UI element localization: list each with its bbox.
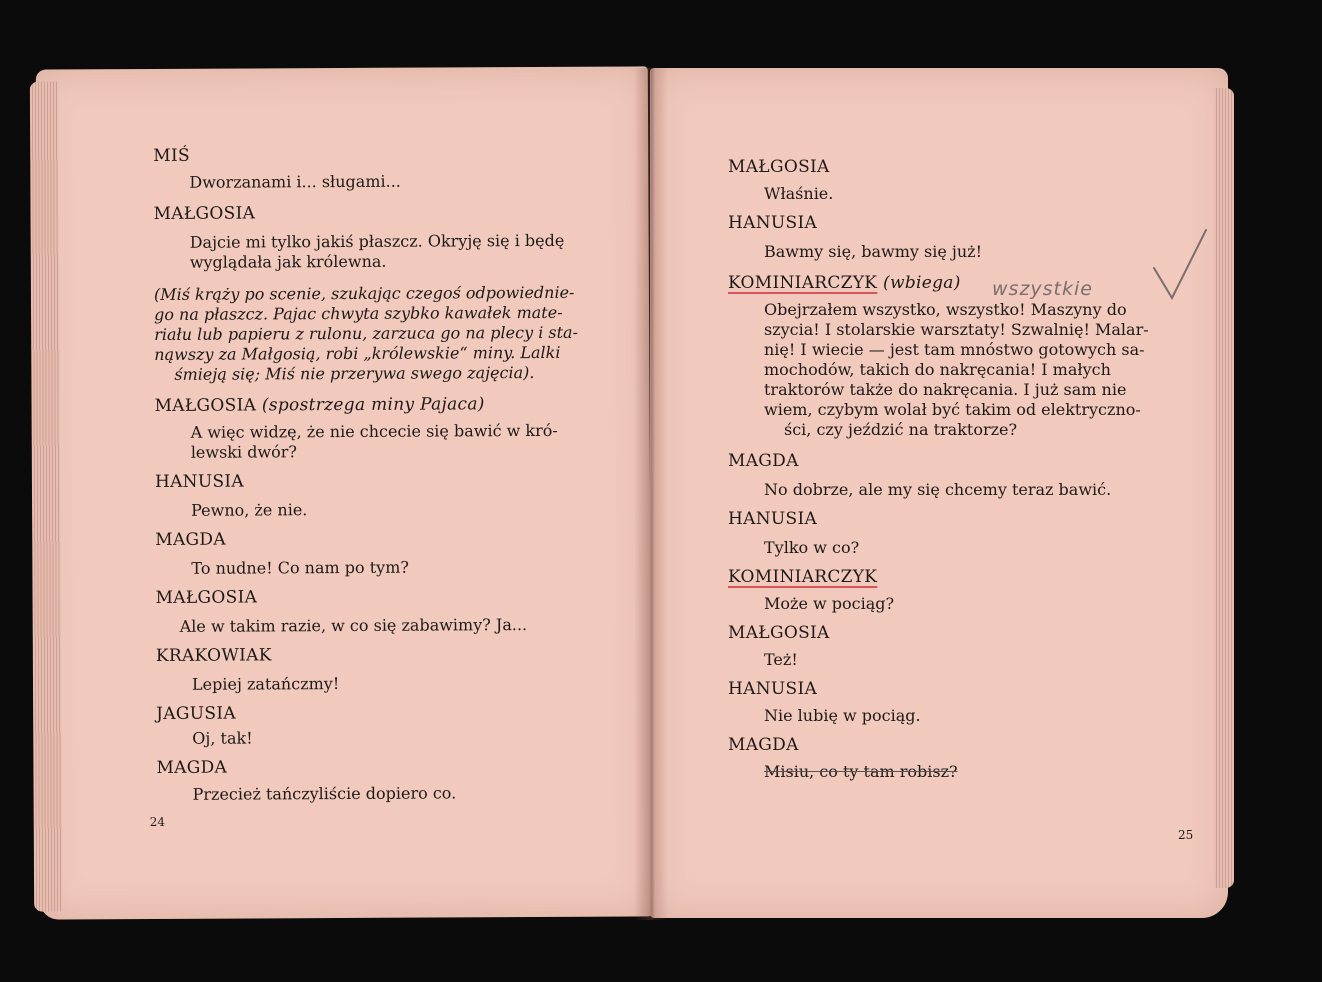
speaker-name: MAGDA — [156, 757, 228, 778]
speaker-name: MAŁGOSIA — [155, 587, 258, 608]
dialogue-line: Lepiej zatańczmy! — [191, 674, 340, 694]
dialogue-line: Nie lubię w pociąg. — [764, 706, 921, 725]
dialogue-line: Przecież tańczyliście dopiero co. — [192, 783, 457, 804]
dialogue-line: A więc widzę, że nie chcecie się bawić w kró- — [190, 420, 558, 442]
speaker-name: MAŁGOSIA — [154, 395, 257, 416]
dialogue-line: wiem, czybym wolał być takim od elektryczno- — [764, 400, 1141, 419]
speaker-name: MAŁGOSIA — [728, 623, 830, 643]
speaker-name: MAŁGOSIA — [153, 203, 256, 224]
speaker-name: MAGDA — [155, 529, 226, 550]
right-column — [728, 156, 1149, 782]
dialogue-line: Też! — [764, 650, 798, 669]
speaker-name: KRAKOWIAK — [155, 645, 272, 666]
stage-line: śmieją się; Miś nie przerywa swego zajęcia). — [174, 363, 535, 384]
book-gutter — [634, 68, 668, 920]
dialogue-line: Oj, tak! — [192, 728, 253, 748]
stage-line: riału lub papieru z rulonu, zarzuca go na plecy i sta- — [154, 322, 579, 344]
dialogue-line: Bawmy się, bawmy się już! — [764, 242, 983, 261]
speaker-name: MAGDA — [728, 451, 799, 471]
dialogue-line: nię! I wiecie — jest tam mnóstwo gotowych sa- — [764, 340, 1145, 359]
stage-line: (Miś krąży po scenie, szukając czegoś odpowiednie- — [153, 282, 575, 304]
stage-line: go na płaszcz. Pajac chwyta szybko kawałek mate- — [154, 302, 563, 324]
speaker-name: MAŁGOSIA — [728, 157, 830, 177]
stage-direction — [154, 283, 578, 385]
dialogue-line: Dajcie mi tylko jakiś płaszcz. Okryję się i będę — [189, 230, 565, 252]
speaker-line — [154, 393, 578, 417]
page-edges-left — [30, 81, 62, 911]
speaker-direction: (wbiega) — [883, 273, 961, 293]
dialogue-line: Tylko w co? — [764, 538, 860, 557]
dialogue-line: No dobrze, ale my się chcemy teraz bawić. — [764, 480, 1112, 499]
dialogue-line: szycia! I stolarskie warsztaty! Szwalnię! Malar- — [764, 320, 1149, 339]
dialogue-line-crossed: Misiu, co ty tam robisz? — [764, 762, 958, 781]
open-book — [38, 68, 1234, 928]
speaker-name: HANUSIA — [154, 471, 245, 492]
dialogue-line: mochodów, takich do nakręcania! I małych — [764, 360, 1111, 379]
speaker-name: HANUSIA — [728, 679, 818, 699]
speaker-name: HANUSIA — [728, 213, 818, 233]
left-page — [36, 66, 652, 919]
dialogue-line: To nudne! Co nam po tym? — [191, 557, 409, 578]
page-edges-right — [1214, 88, 1234, 888]
dialogue-line: Ale w takim razie, w co się zabawimy? Ja... — [179, 615, 528, 636]
speaker-direction: (spostrzega miny Pajaca) — [261, 394, 485, 416]
handwritten-note: wszystkie — [992, 278, 1093, 300]
speaker-name: MAGDA — [728, 735, 799, 755]
left-column — [153, 143, 580, 805]
dialogue-line: Obejrzałem wszystko, wszystko! Maszyny do — [764, 300, 1127, 319]
speaker-name — [728, 566, 1149, 588]
page-number: 24 — [149, 814, 166, 830]
dialogue-line: Pewno, że nie. — [191, 500, 308, 520]
dialogue-line: wyglądała jak królewna. — [189, 251, 387, 272]
dialogue-line: Może w pociąg? — [764, 594, 895, 613]
dialogue-line: traktorów także do nakręcania. I już sam nie — [764, 380, 1127, 399]
dialogue-line: Dworzanami i... sługami... — [189, 171, 401, 192]
stage-line: nąwszy za Małgosią, robi „królewskie“ miny. Lalki — [154, 342, 561, 364]
speaker-name: MIŚ — [153, 145, 190, 166]
right-page — [650, 68, 1228, 918]
speaker-name: HANUSIA — [728, 509, 818, 529]
page-number: 25 — [1178, 828, 1194, 842]
speaker-name: KOMINIARCZYK — [728, 273, 878, 293]
dialogue-line: lewski dwór? — [190, 442, 298, 462]
speaker-name: JAGUSIA — [156, 703, 236, 724]
dialogue-line: ści, czy jeździć na traktorze? — [784, 420, 1018, 439]
speaker-name-underlined: KOMINIARCZYK — [728, 567, 878, 587]
pencil-check-mark-icon — [1150, 228, 1210, 308]
dialogue-line: Właśnie. — [764, 184, 834, 203]
